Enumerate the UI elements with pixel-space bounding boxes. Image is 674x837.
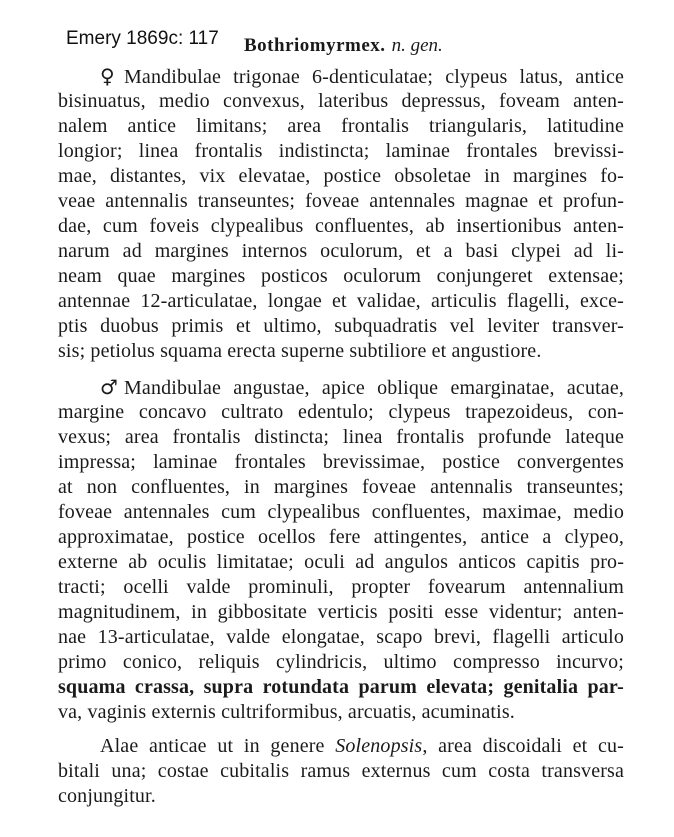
text-line: tracti; ocelli valde prominuli, propter fovearum antennalium xyxy=(58,576,624,598)
text-line: veae antennalis transeuntes; foveae antennales magnae et profun- xyxy=(58,190,624,212)
text-line: mae, distantes, vix elevatae, postice obsoletae in margines fo- xyxy=(58,165,624,187)
text-line: conjungitur. xyxy=(58,785,156,807)
text-line: squama crassa, supra rotundata parum elevata; genitalia par- xyxy=(58,676,624,698)
text-line: dae, cum foveis clypealibus confluentes, ab insertionibus anten- xyxy=(58,215,624,237)
male-symbol-icon: ♂ xyxy=(100,375,119,399)
text-line: ptis duobus primis et ultimo, subquadratis vel leviter transver- xyxy=(58,315,624,337)
text-line: at non confluentes, in margines foveae antennalis transeuntes; xyxy=(58,476,624,498)
female-description xyxy=(58,64,624,364)
text-line: nalem antice limitans; area frontalis triangularis, latitudine xyxy=(58,115,624,137)
text-line: magnitudinem, in gibbositate verticis positi esse videntur; anten- xyxy=(58,601,624,623)
text-line: vexus; area frontalis distincta; linea frontalis profunde lateque xyxy=(58,426,624,448)
text-line: primo conico, reliquis cylindricis, ultimo compresso incurvo; xyxy=(58,651,624,673)
text-line: neam quae margines posticos oculorum conjungeret extensae; xyxy=(58,265,624,287)
male-description xyxy=(58,375,624,725)
text-line: externe ab oculis limitatae; oculi ad angulos anticos capitis pro- xyxy=(58,551,624,573)
genus-reference: Solenopsis xyxy=(335,735,423,757)
text-line: foveae antennales cum clypealibus confluentes, maximae, medio xyxy=(58,501,624,523)
text-line: margine concavo cultrato edentulo; clypeus trapezoideus, con- xyxy=(58,401,624,423)
genus-header xyxy=(244,35,443,57)
text-line: antennae 12-articulatae, longae et validae, articulis flagelli, exce- xyxy=(58,290,624,312)
text-line: Alae anticae ut in genere Solenopsis, area discoidali et cu- xyxy=(100,735,624,757)
text-line: approximatae, postice ocellos fere attingentes, antice a clypeo, xyxy=(58,526,624,548)
text-line: ♂ Mandibulae angustae, apice oblique emarginatae, acutae, xyxy=(100,375,624,399)
text-line: sis; petiolus squama erecta superne subtiliore et angustiore. xyxy=(58,340,542,362)
text-line: impressa; laminae frontales brevissimae, postice convergentes xyxy=(58,451,624,473)
text-line: narum ad margines internos oculorum, et a basi clypei ad li- xyxy=(58,240,624,262)
text-line: longior; linea frontalis indistincta; laminae frontales brevissi- xyxy=(58,140,624,162)
text-line: nae 13-articulatae, valde elongatae, scapo brevi, flagelli articulo xyxy=(58,626,624,648)
text-line: bisinuatus, medio convexus, lateribus depressus, foveam anten- xyxy=(58,90,624,112)
wings-description xyxy=(58,734,624,809)
genus-name: Bothriomyrmex. xyxy=(244,35,386,56)
text-line: va, vaginis externis cultriformibus, arcuatis, acuminatis. xyxy=(58,701,515,723)
text-line: ♀ Mandibulae trigonae 6-denticulatae; clypeus latus, antice xyxy=(100,64,624,88)
female-symbol-icon: ♀ xyxy=(100,64,115,88)
text-line: bitali una; costae cubitalis ramus externus cum costa transversa xyxy=(58,760,624,782)
citation-label: Emery 1869c: 117 xyxy=(66,28,219,49)
new-genus-marker: n. gen. xyxy=(391,35,443,56)
